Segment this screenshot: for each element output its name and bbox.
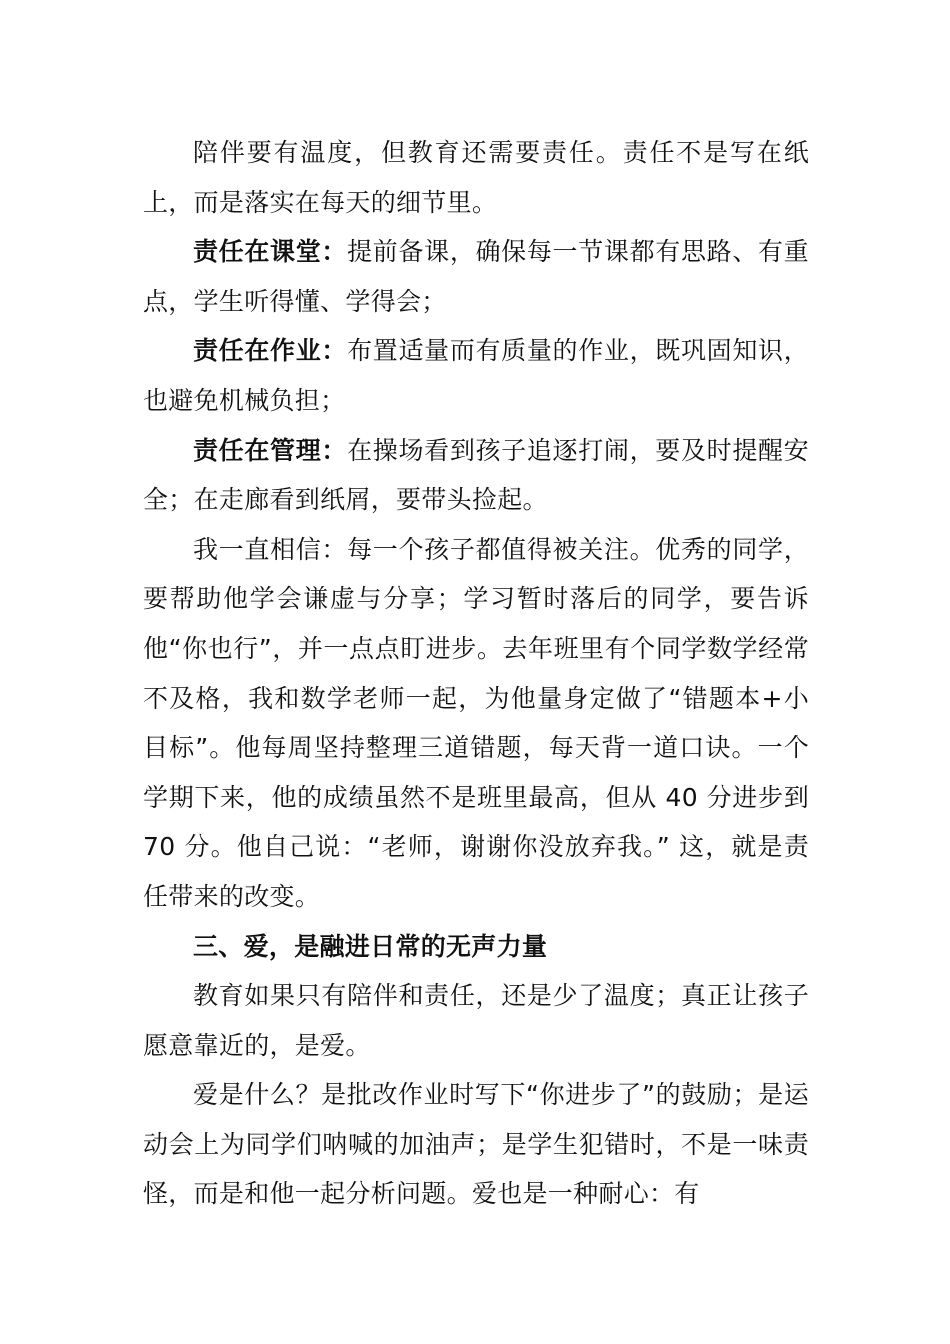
- paragraph-text: 我一直相信：每一个孩子都值得被关注。优秀的同学，要帮助他学会谦虚与分享；学习暂时落后的同学，要告诉他“你也行”，并一点点盯进步。去年班里有个同学数学经常不及格，我和数学老师一起，为他量身定做了“错题本+小目标”。他每周坚持整理三道错题，每天背一道口诀。一个学期下来，他的成绩虽然不是班里最高，但从 40 分进步到 70 分。他自己说：“老师，谢谢你没放弃我。” 这，就是责任带来的改变。: [143, 534, 809, 911]
- paragraph-responsibility-homework: [143, 326, 809, 425]
- paragraph-text: 陪伴要有温度，但教育还需要责任。责任不是写在纸上，而是落实在每天的细节里。: [143, 138, 809, 217]
- section-heading-love: [143, 922, 809, 972]
- paragraph-text: 提前备课，确保每一节课都有思路、有重点，学生听得懂、学得会；: [143, 237, 809, 316]
- paragraph-text: 教育如果只有陪伴和责任，还是少了温度；真正让孩子愿意靠近的，是爱。: [143, 981, 809, 1060]
- paragraph-love-intro: [143, 971, 809, 1070]
- paragraph-student-story: [143, 525, 809, 922]
- section-heading-text: 三、爱，是融进日常的无声力量: [193, 931, 548, 961]
- paragraph-text: 在操场看到孩子追逐打闹，要及时提醒安全；在走廊看到纸屑，要带头捡起。: [143, 435, 809, 515]
- paragraph-responsibility-intro: [143, 128, 809, 227]
- paragraph-text: 爱是什么？是批改作业时写下“你进步了”的鼓励；是运动会上为同学们呐喊的加油声；是学生犯错时，不是一味责怪，而是和他一起分析问题。爱也是一种耐心：有: [143, 1080, 809, 1209]
- paragraph-text: 布置适量而有质量的作业，既巩固知识，也避免机械负担；: [143, 336, 809, 415]
- paragraph-lead: 责任在作业：: [193, 336, 348, 366]
- paragraph-responsibility-classroom: [143, 227, 809, 326]
- paragraph-responsibility-management: [143, 426, 809, 525]
- document-body: [143, 128, 809, 1219]
- paragraph-lead: 责任在管理：: [193, 435, 348, 465]
- paragraph-love-definition: [143, 1070, 809, 1219]
- paragraph-lead: 责任在课堂：: [193, 237, 348, 267]
